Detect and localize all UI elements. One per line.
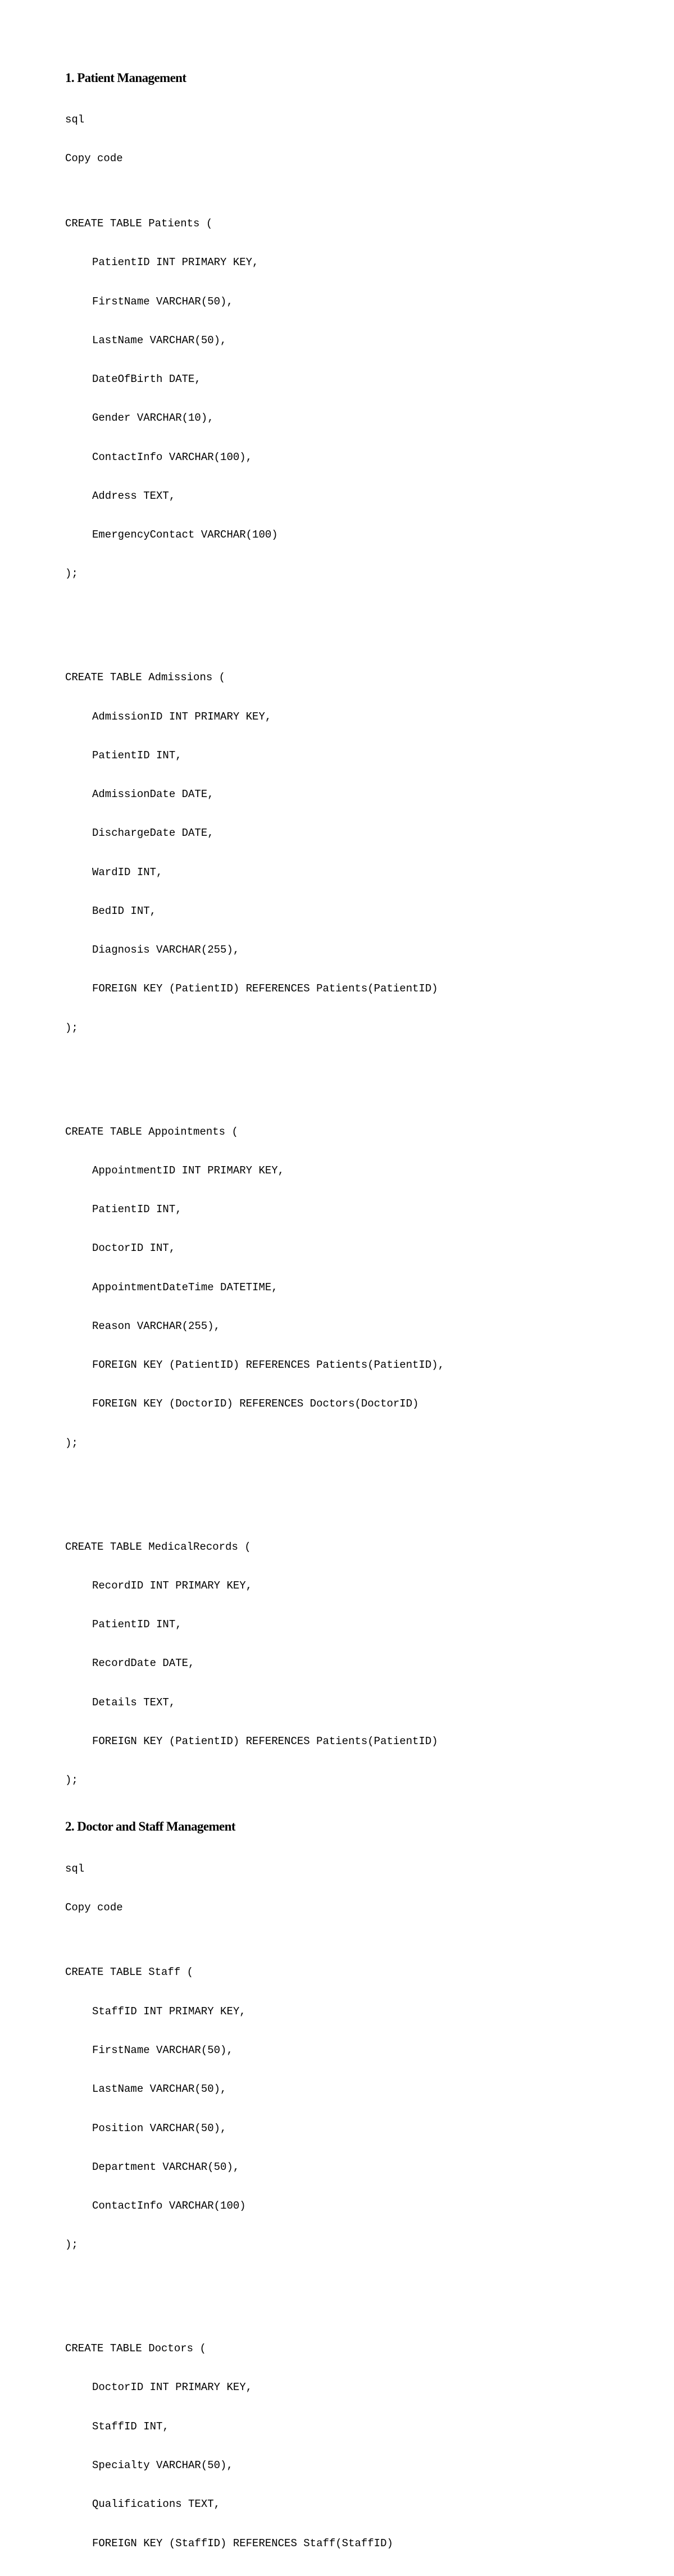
column-definition: RecordID INT PRIMARY KEY, — [92, 1579, 253, 1592]
column-definition: Department VARCHAR(50), — [92, 2160, 240, 2173]
column-definition: Qualifications TEXT, — [92, 2498, 221, 2511]
table-footer: ); — [65, 1021, 78, 1034]
column-definition: StaffID INT, — [92, 2420, 169, 2433]
section-doctor-staff-management — [65, 1818, 627, 2575]
code-block — [65, 88, 627, 1813]
column-definition: Address TEXT, — [92, 489, 176, 502]
column-definition: PatientID INT PRIMARY KEY, — [92, 256, 259, 269]
table-header: CREATE TABLE Appointments ( — [65, 1125, 238, 1138]
column-definition: Specialty VARCHAR(50), — [92, 2459, 233, 2472]
column-definition: RecordDate DATE, — [92, 1657, 195, 1670]
table-header: CREATE TABLE Doctors ( — [65, 2342, 206, 2355]
table-header: CREATE TABLE MedicalRecords ( — [65, 1540, 251, 1553]
blank-line — [65, 2278, 627, 2291]
table-footer: ); — [65, 1436, 78, 1449]
column-definition: Details TEXT, — [92, 1696, 176, 1709]
column-definition: WardID INT, — [92, 866, 163, 879]
column-definition: Gender VARCHAR(10), — [92, 412, 214, 425]
code-block — [65, 1836, 627, 2575]
column-definition: FirstName VARCHAR(50), — [92, 295, 233, 308]
table-header: CREATE TABLE Staff ( — [65, 1966, 194, 1979]
blank-line — [65, 1476, 627, 1489]
blank-line — [65, 607, 627, 620]
foreign-key-definition: FOREIGN KEY (PatientID) REFERENCES Patients(PatientID), — [92, 1359, 445, 1372]
copy-code-label: Copy code — [65, 1901, 123, 1914]
column-definition: DateOfBirth DATE, — [92, 373, 201, 386]
column-definition: PatientID INT, — [92, 749, 182, 762]
column-definition: BedID INT, — [92, 904, 157, 917]
foreign-key-definition: FOREIGN KEY (StaffID) REFERENCES Staff(StaffID) — [92, 2537, 393, 2550]
section-patient-management — [65, 70, 627, 1813]
table-footer: ); — [65, 2238, 78, 2251]
column-definition: ContactInfo VARCHAR(100) — [92, 2200, 246, 2213]
column-definition: AppointmentDateTime DATETIME, — [92, 1281, 278, 1294]
column-definition: Diagnosis VARCHAR(255), — [92, 944, 240, 957]
code-language-label: sql — [65, 1862, 85, 1875]
column-definition: AdmissionID INT PRIMARY KEY, — [92, 710, 272, 723]
table-footer: ); — [65, 1774, 78, 1787]
column-definition: DoctorID INT PRIMARY KEY, — [92, 2381, 253, 2394]
section-heading: 2. Doctor and Staff Management — [65, 1819, 235, 1834]
document-page — [65, 70, 627, 2576]
section-heading: 1. Patient Management — [65, 71, 186, 85]
column-definition: FirstName VARCHAR(50), — [92, 2043, 233, 2056]
blank-line — [65, 1061, 627, 1073]
foreign-key-definition: FOREIGN KEY (PatientID) REFERENCES Patients(PatientID) — [92, 982, 438, 995]
column-definition: DoctorID INT, — [92, 1242, 176, 1255]
code-language-label: sql — [65, 113, 85, 126]
foreign-key-definition: FOREIGN KEY (PatientID) REFERENCES Patients(PatientID) — [92, 1735, 438, 1747]
column-definition: PatientID INT, — [92, 1618, 182, 1631]
column-definition: StaffID INT PRIMARY KEY, — [92, 2005, 246, 2018]
column-definition: LastName VARCHAR(50), — [92, 334, 227, 347]
foreign-key-definition: FOREIGN KEY (DoctorID) REFERENCES Doctors(DoctorID) — [92, 1398, 419, 1410]
column-definition: EmergencyContact VARCHAR(100) — [92, 529, 278, 541]
column-definition: DischargeDate DATE, — [92, 827, 214, 840]
table-header: CREATE TABLE Patients ( — [65, 217, 213, 230]
column-definition: ContactInfo VARCHAR(100), — [92, 450, 253, 463]
column-definition: Position VARCHAR(50), — [92, 2122, 227, 2134]
section-gap — [65, 1813, 627, 1818]
column-definition: AppointmentID INT PRIMARY KEY, — [92, 1164, 285, 1177]
table-header: CREATE TABLE Admissions ( — [65, 671, 226, 684]
copy-code-label: Copy code — [65, 152, 123, 165]
table-footer: ); — [65, 567, 78, 580]
column-definition: Reason VARCHAR(255), — [92, 1319, 221, 1332]
column-definition: PatientID INT, — [92, 1203, 182, 1216]
column-definition: LastName VARCHAR(50), — [92, 2083, 227, 2096]
column-definition: AdmissionDate DATE, — [92, 788, 214, 801]
